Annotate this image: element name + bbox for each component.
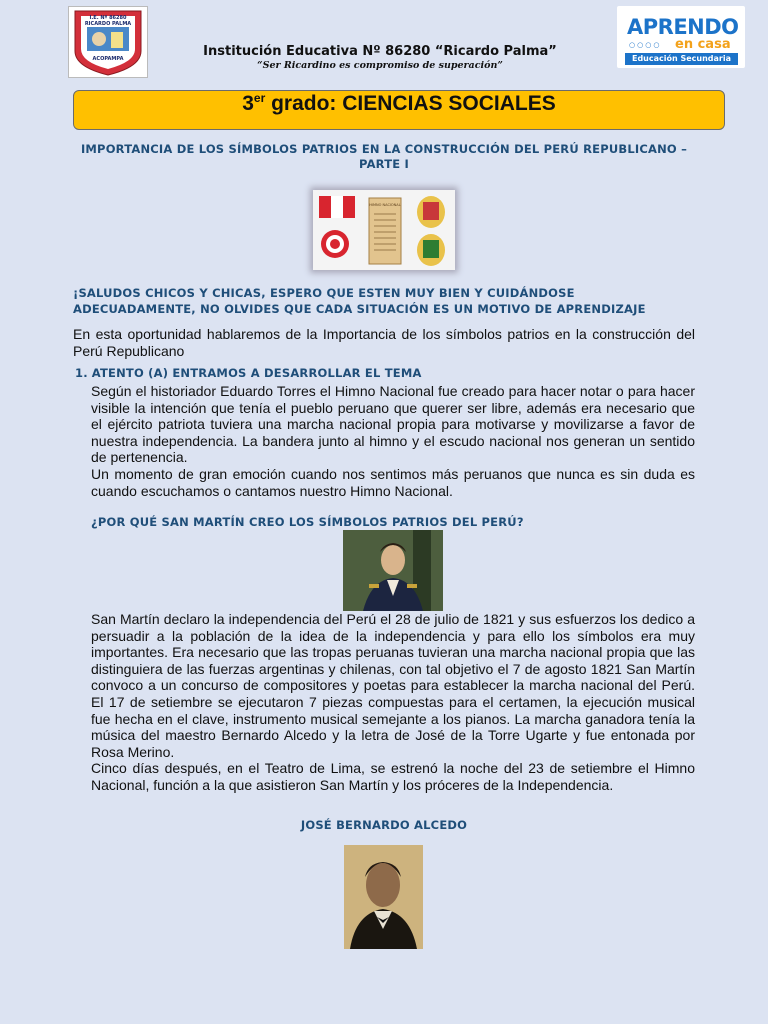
- symbols-illustration: [313, 190, 455, 270]
- school-logo-line3: ACOPAMPA: [92, 56, 124, 62]
- alcedo-heading: JOSÉ BERNARDO ALCEDO: [300, 818, 468, 832]
- school-motto: “Ser Ricardino es compromiso de superación”: [257, 60, 503, 71]
- scroll-title: HIMNO NACIONAL: [369, 203, 401, 207]
- question-heading: ¿POR QUÉ SAN MARTÍN CREO LOS SÍMBOLOS PATRIOS DEL PERÚ?: [91, 515, 524, 529]
- grade-number: 3: [242, 92, 254, 115]
- section1-heading: [75, 366, 422, 380]
- section1-paragraph-a: Según el historiador Eduardo Torres el Himno Nacional fue creado para hacer notar o para hacer visible la intención que tenía el pueblo peruano que querer ser libre, además era necesario que el ejército patriota tuviera una marcha nacional propia para motivarse y movilizarse a favor de nuestra independencia. La bandera junto al himno y el escudo nacional nos generan un sentido de pertenencia.: [91, 383, 695, 466]
- grade-superscript: er: [253, 91, 266, 105]
- section2-paragraph-a: San Martín declaro la independencia del Perú el 28 de julio de 1821 y sus esfuerzos los dedico a persuadir a la población de la idea de la independencia y para ello los símbolos era muy importantes. Era necesario que las tropas peruanas tuvieran una marcha nacional propia que las distinguiera de las fuerzas argentinas y chilenas, con tal objetivo el 7 de agosto 1821 San Martín convoco a un concurso de compositores y poetas para establecer la marcha nacional del Perú. El 17 de setiembre se ejecutaron 7 piezas compuestas para el certamen, la ejecución musical fue hecha en el clave, instrumento musical semejante a los pianos. La marcha ganadora tenía la música del maestro Bernardo Alcedo y la letra de José de la Torre Ugarte y fue entonada por Rosa Merino.: [91, 611, 695, 760]
- intro-paragraph: En esta oportunidad hablaremos de la Importancia de los símbolos patrios en la construcción del Perú Republicano: [73, 326, 695, 359]
- san-martin-portrait: [343, 530, 443, 611]
- section1-body: [91, 383, 695, 499]
- section1-number: 1.: [75, 366, 88, 380]
- school-logo-line2: RICARDO PALMA: [84, 21, 132, 27]
- section1-paragraph-b: Un momento de gran emoción cuando nos sentimos más peruanos que nunca es sin duda es cuando escuchamos o cantamos nuestro Himno Nacional.: [91, 465, 695, 499]
- section1-heading-text: ATENTO (A) ENTRAMOS A DESARROLLAR EL TEMA: [91, 366, 422, 380]
- patriotic-symbols-image: [313, 190, 455, 270]
- topic-title: IMPORTANCIA DE LOS SÍMBOLOS PATRIOS EN LA CONSTRUCCIÓN DEL PERÚ REPUBLICANO – PARTE I: [80, 142, 688, 171]
- aprendo-logo-subtitle: en casa: [675, 37, 731, 52]
- banner-title: grado: CIENCIAS SOCIALES: [265, 92, 556, 115]
- aprendo-en-casa-logo: [617, 6, 745, 68]
- grade-banner: [73, 90, 725, 130]
- section2-body: [91, 611, 695, 794]
- school-logo: [68, 6, 148, 78]
- institution-name: Institución Educativa Nº 86280 “Ricardo Palma”: [203, 44, 557, 59]
- school-logo-line1: I.E. Nº 86280: [89, 15, 127, 21]
- aprendo-logo-title: APRENDO: [627, 15, 739, 39]
- aprendo-logo-dots: ○○○○: [629, 41, 662, 49]
- greeting-text: ¡SALUDOS CHICOS Y CHICAS, ESPERO QUE ESTEN MUY BIEN Y CUIDÁNDOSE ADECUADAMENTE, NO OLVIDES QUE CADA SITUACIÓN ES UN MOTIVO DE APRENDIZAJE: [73, 286, 646, 316]
- jose-bernardo-alcedo-portrait: [344, 845, 423, 949]
- aprendo-logo-bar: Educación Secundaria: [625, 53, 738, 65]
- section2-paragraph-b: Cinco días después, en el Teatro de Lima, se estrenó la noche del 23 de setiembre el Himno Nacional, función a la que asistieron San Martín y los próceres de la Independencia.: [91, 760, 695, 793]
